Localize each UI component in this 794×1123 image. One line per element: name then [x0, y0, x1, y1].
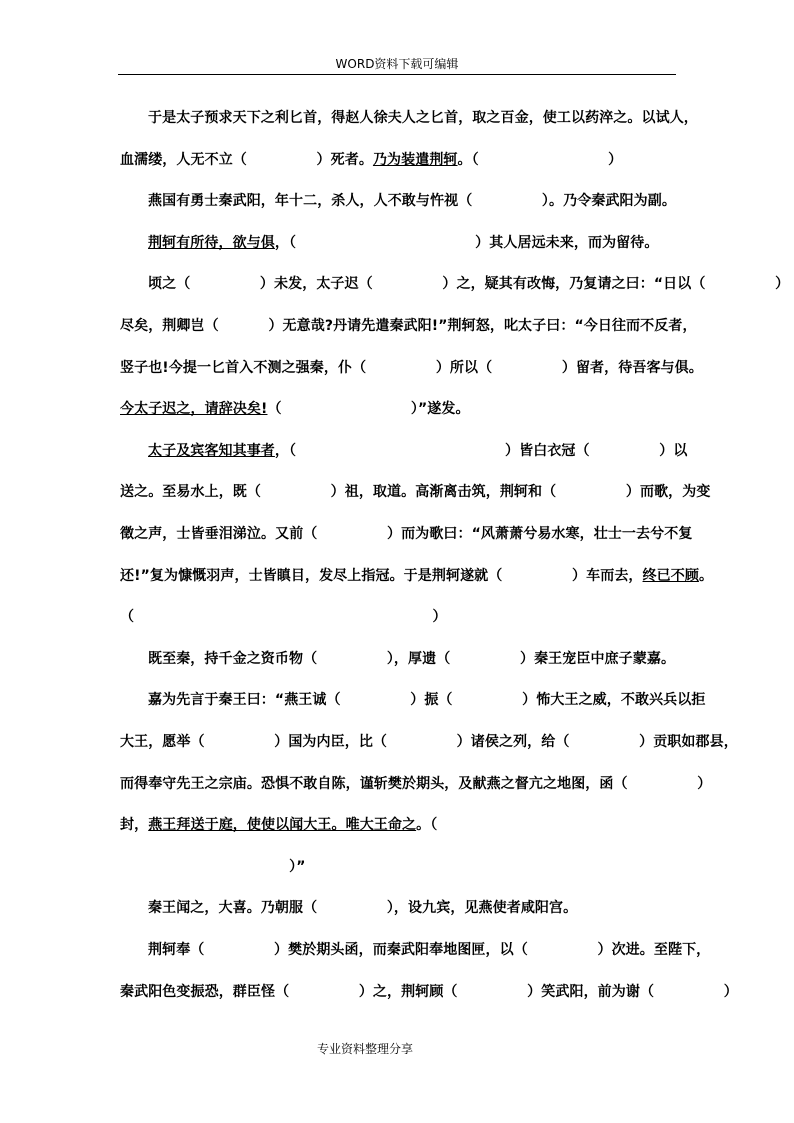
- text-line: [120, 857, 306, 877]
- underlined-phrase: 今太子迟之，请辞决矣!: [120, 401, 268, 418]
- text-line: [120, 399, 470, 419]
- text-line: [120, 482, 710, 502]
- text-line: [120, 358, 703, 378]
- text-segment: 。: [698, 567, 714, 584]
- text-line: [148, 940, 710, 960]
- text-segment: 燕国有勇士秦武阳，年十二，杀人，人不敢与忤视（ ）。乃令秦武阳为副。: [148, 193, 676, 210]
- text-line: [148, 108, 698, 128]
- underlined-phrase: 终已不顾: [642, 567, 699, 584]
- text-line: [120, 732, 738, 752]
- underlined-phrase: 荆轲有所待，欲与俱: [148, 234, 275, 251]
- page-footer: 专业资料整理分享: [316, 1042, 413, 1056]
- text-line: [148, 898, 577, 918]
- text-line: [120, 566, 713, 586]
- text-segment: 秦王闻之，大喜。乃朝服（ ），设九宾，见燕使者咸阳宫。: [148, 900, 578, 917]
- text-segment: 秦武阳色变振恐，群臣怪（ ）之，荆轲顾（ ）笑武阳，前为谢（ ）: [120, 983, 738, 1000]
- text-segment: 竖子也!今提一匕首入不测之强秦，仆（ ）所以（ ）留者，待吾客与俱。: [120, 359, 703, 376]
- text-segment: ，（ ）其人居远未来，而为留待。: [274, 234, 659, 251]
- text-segment: 。（ ）: [457, 151, 623, 168]
- text-segment: 荆轲奉（ ）樊於期头函，而秦武阳奉地图匣，以（ ）次进。至陛下，: [148, 942, 711, 958]
- text-line: [148, 233, 658, 253]
- text-segment: 封，: [120, 817, 149, 834]
- text-segment: 大王，愿举（ ）国为内臣，比（ ）诸侯之列，给（ ）贡职如郡县，: [120, 734, 738, 750]
- page-header: WORD资料下载可编辑: [335, 57, 459, 71]
- text-segment: 既至秦，持千金之资币物（ ），厚遗（ ）秦王宠臣中庶子蒙嘉。: [148, 650, 676, 667]
- text-segment: 嘉为先言于秦王曰：“燕王诚（ ）振（ ）怖大王之威，不敢兴兵以拒: [148, 692, 706, 709]
- text-segment: 血濡缕，人无不立（ ）死者。: [120, 151, 373, 168]
- text-line: [148, 274, 789, 294]
- text-line: [148, 649, 675, 669]
- text-line: [120, 524, 692, 544]
- text-segment: 还!”复为慷慨羽声，士皆瞋目，发尽上指冠。于是荆轲遂就（ ）车而去，: [120, 567, 643, 584]
- text-segment: 。（: [416, 817, 438, 834]
- header-rule: [118, 74, 676, 75]
- text-segment: 徵之声，士皆垂泪涕泣。又前（ ）而为歌曰：“风萧萧兮易水寒，壮士一去兮不复: [120, 526, 693, 542]
- text-line: [120, 982, 738, 1002]
- underlined-phrase: 燕王拜送于庭，使使以闻大王。唯大王命之: [148, 817, 417, 834]
- underlined-phrase: 太子及宾客知其事者: [148, 442, 275, 459]
- text-segment: ）”: [120, 858, 306, 875]
- underlined-phrase: 乃为装遣荆轲: [372, 151, 458, 168]
- text-line: [120, 815, 437, 835]
- text-line: [148, 690, 705, 710]
- text-line: [120, 607, 447, 627]
- text-segment: （ ）”遂发。: [267, 401, 470, 418]
- text-segment: 尽矣，荆卿岂（ ）无意哉?丹请先遣秦武阳!”荆轲怒，叱太子曰：“今日往而不反者，: [120, 318, 697, 334]
- text-segment: 顷之（ ）未发，太子迟（ ）之，疑其有改悔，乃复请之曰：“日以（ ）: [148, 276, 790, 293]
- text-line: [148, 441, 687, 461]
- text-line: [120, 150, 622, 170]
- text-segment: ，（ ）皆白衣冠（ ）以: [274, 442, 688, 459]
- text-line: [148, 191, 676, 211]
- text-segment: 于是太子预求天下之利匕首，得赵人徐夫人之匕首，取之百金，使工以药淬之。以试人，: [148, 110, 698, 126]
- text-line: [120, 316, 697, 336]
- text-segment: 送之。至易水上，既（ ）祖，取道。高渐离击筑，荆轲和（ ）而歌，为变: [120, 484, 711, 501]
- text-line: [120, 774, 711, 794]
- text-segment: （ ）: [120, 609, 447, 626]
- text-segment: 而得奉守先王之宗庙。恐惧不敢自陈，谨斩樊於期头，及献燕之督亢之地图，函（ ）: [120, 775, 712, 792]
